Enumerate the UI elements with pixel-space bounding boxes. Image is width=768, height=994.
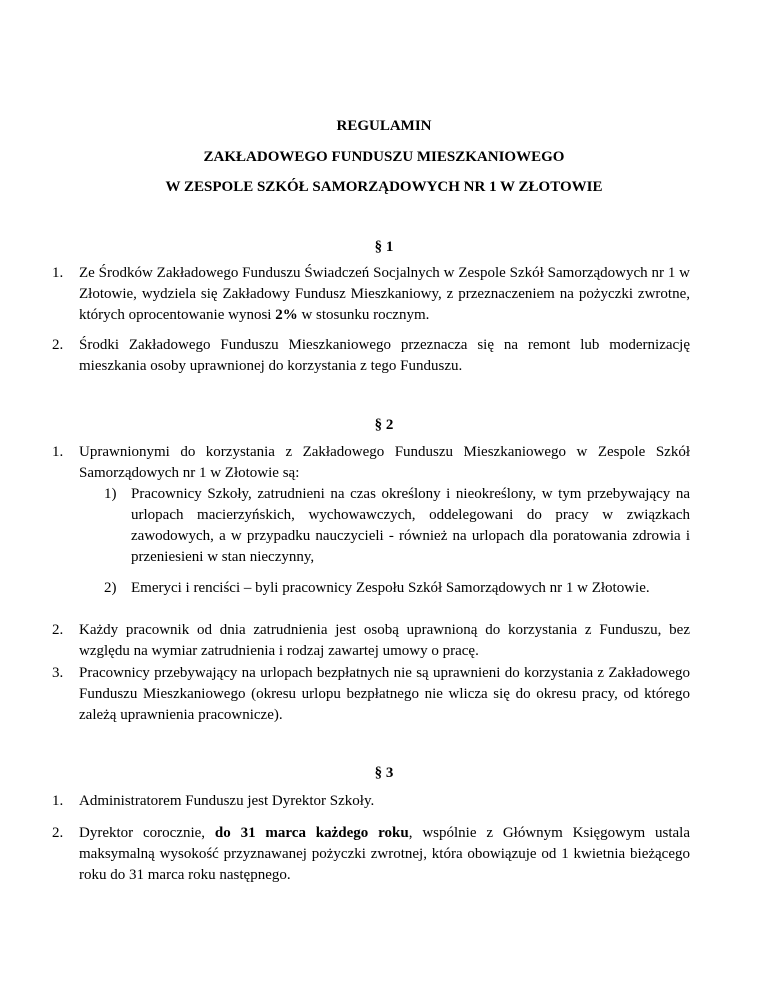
section-3-item-2 bbox=[52, 823, 690, 886]
section-3-item-1 bbox=[52, 791, 690, 812]
section-2-item-2 bbox=[52, 620, 690, 662]
item-text: Ze Środków Zakładowego Funduszu Świadczeń Socjalnych w Zespole Szkół Samorządowych nr 1 w Złotowie, wydziela się Zakładowy Fundusz Mieszkaniowy, z przeznaczeniem na pożyczki zwrotne, których oprocentowanie wynosi bbox=[79, 265, 690, 323]
interest-rate: 2% bbox=[275, 307, 298, 323]
section-heading-1: § 1 bbox=[374, 239, 394, 255]
document-title: REGULAMIN bbox=[336, 118, 432, 134]
section-heading-2: § 2 bbox=[374, 417, 394, 433]
item-number: 2. bbox=[52, 825, 64, 841]
subitem-number: 1) bbox=[104, 486, 117, 502]
item-number: 1. bbox=[52, 793, 64, 809]
section-2-subitem-1 bbox=[104, 484, 690, 568]
item-number: 2. bbox=[52, 337, 64, 353]
section-heading-3: § 3 bbox=[374, 765, 394, 781]
subitem-number: 2) bbox=[104, 580, 117, 596]
item-text-end: , wspólnie z Głównym Księgowym ustala maksymalną wysokość przyznawanej pożyczki zwrotnej, która obowiązuje od 1 kwietnia bieżącego roku do 31 marca roku następnego. bbox=[79, 825, 690, 883]
document-subtitle-2: W ZESPOLE SZKÓŁ SAMORZĄDOWYCH NR 1 W ZŁOTOWIE bbox=[165, 179, 603, 195]
item-text: Dyrektor corocznie, bbox=[79, 825, 215, 841]
item-number: 1. bbox=[52, 265, 64, 281]
subitem-text: Emeryci i renciści – byli pracownicy Zespołu Szkół Samorządowych nr 1 w Złotowie. bbox=[131, 580, 650, 596]
deadline: do 31 marca każdego roku bbox=[214, 825, 409, 841]
section-2-item-3 bbox=[52, 663, 690, 726]
subitem-text: Pracownicy Szkoły, zatrudnieni na czas określony i nieokreślony, w tym przebywający na urlopach macierzyńskich, wychowawczych, oddelegowani do pracy w związkach zawodowych, a w przypadku nauczycieli - również na urlopach dla poratowania zdrowia i przeniesieni w stan nieczynny, bbox=[131, 486, 690, 565]
item-text: Środki Zakładowego Funduszu Mieszkaniowego przeznacza się na remont lub modernizację mieszkania osoby uprawnionej do korzystania z tego Funduszu. bbox=[79, 337, 690, 374]
item-number: 3. bbox=[52, 665, 64, 681]
document-subtitle: ZAKŁADOWEGO FUNDUSZU MIESZKANIOWEGO bbox=[203, 149, 565, 165]
item-number: 2. bbox=[52, 622, 64, 638]
item-number: 1. bbox=[52, 444, 64, 460]
item-text-end: w stosunku rocznym. bbox=[297, 307, 430, 323]
item-text: Każdy pracownik od dnia zatrudnienia jest osobą uprawnioną do korzystania z Funduszu, bez względu na wymiar zatrudnienia i rodzaj zawartej umowy o pracę. bbox=[79, 622, 690, 659]
section-2-subitem-2 bbox=[104, 578, 690, 599]
item-text: Administratorem Funduszu jest Dyrektor Szkoły. bbox=[79, 793, 375, 809]
section-1-item-2 bbox=[52, 335, 690, 377]
item-text: Pracownicy przebywający na urlopach bezpłatnych nie są uprawnieni do korzystania z Zakładowego Funduszu Mieszkaniowego (okresu urlopu bezpłatnego nie wlicza się do okresu pracy, od którego zależą uprawnienia pracownicze). bbox=[79, 665, 690, 723]
section-1-item-1 bbox=[52, 263, 690, 326]
section-2-item-1 bbox=[52, 442, 690, 484]
item-text: Uprawnionymi do korzystania z Zakładowego Funduszu Mieszkaniowego w Zespole Szkół Samorządowych nr 1 w Złotowie są: bbox=[79, 444, 690, 481]
